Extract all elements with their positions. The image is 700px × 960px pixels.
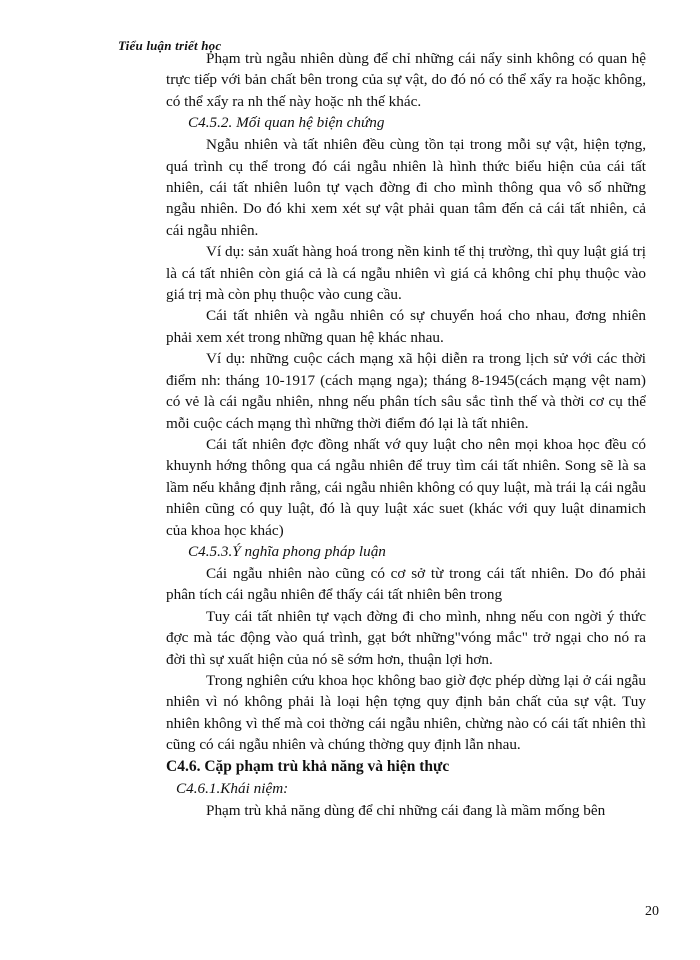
paragraph: Tuy cái tất nhiên tự vạch đờng đi cho mình, nhng nếu con ngời ý thức đợc mà tác động vào quá trình, gạt bớt những"vóng mắc" trở ngại cho nó ra đời thì sự xuất hiện của nó sẽ sớm hơn, thuận lợi hơn. — [166, 607, 646, 668]
running-header: Tiểu luận triết học — [118, 38, 222, 53]
paragraph: Phạm trù khả năng dùng để chỉ những cái đang là mầm mống bên — [206, 801, 606, 819]
paragraph: Trong nghiên cứu khoa học không bao giờ đợc phép dừng lại ở cái ngẫu nhiên vì nó không phải là loại hện tợng quy định bản chất của sự vật. Tuy nhiên không vì thế mà coi thờng cái ngẫu nhiên, chừng nào có cái tất nhiên thì cũng có cái ngẫu nhiên và chúng thờng quy định lẫn nhau. — [166, 671, 646, 754]
subheading: C4.5.2. Mối quan hệ biện chứng — [188, 114, 385, 132]
section-heading: C4.6. Cặp phạm trù khả năng và hiện thực — [166, 757, 450, 775]
paragraph: Cái tất nhiên đợc đồng nhất vớ quy luật cho nên mọi khoa học đều có khuynh hớng thông qua cá ngẫu nhiên để truy tìm cái tất nhiên. Song sẽ là sa lầm nếu khẳng định rằng, cái ngẫu nhiên không có quy luật, mà trái lạ cái ngẫu nhiên cũng có quy luật, đó là quy luật xác suet (khác với quy luật dinamich của khoa học khác) — [166, 435, 646, 539]
paragraph: Phạm trù ngẫu nhiên dùng để chỉ những cái nẩy sinh không có quan hệ trực tiếp với bản chất bên trong của sự vật, do đó nó có thể xẩy ra hoặc không, có thể xẩy ra nh thế này hoặc nh thế khác. — [166, 50, 646, 110]
paragraph: Ngẫu nhiên và tất nhiên đều cùng tồn tại trong mỗi sự vật, hiện tợng, quá trình cụ thể trong đó cái ngẫu nhiên là hình thức biểu hiện của cái tất nhiên, cái tất nhiên luôn tự vạch đờng đi cho mình thông qua vô số những ngẫu nhiên. Do đó khi xem xét sự vật phải quan tâm đến cả cái tất nhiên, cả cái ngẫu nhiên. — [166, 136, 646, 239]
paragraph: Cái tất nhiên và ngẫu nhiên có sự chuyển hoá cho nhau, đơng nhiên phải xem xét trong những quan hệ khác nhau. — [166, 307, 646, 346]
paragraph: Ví dụ: những cuộc cách mạng xã hội diễn ra trong lịch sử với các thời điểm nh: tháng 10-1917 (cách mạng nga); tháng 8-1945(cách mạng vệt nam) có vẻ là cái ngẫu nhiên, nhng nếu phân tích sâu sắc tình thế và thời cơ cụ thể mỗi cuộc cách mạng thì những thời điểm đó lại là tất nhiên. — [166, 350, 646, 432]
subheading: C4.6.1.Khái niệm: — [176, 779, 289, 797]
document-body — [166, 48, 646, 821]
page-number: 20 — [645, 904, 659, 919]
subheading: C4.5.3.Ý nghĩa phong pháp luận — [188, 542, 386, 560]
paragraph: Ví dụ: sản xuất hàng hoá trong nền kinh tế thị trường, thì quy luật giá trị là cá tất nhiên còn giá cả là cá ngẫu nhiên vì giá cả không chỉ phụ thuộc vào giá trị mà còn phụ thuộc vào cung cầu. — [166, 243, 646, 304]
paragraph: Cái ngẫu nhiên nào cũng có cơ sở từ trong cái tất nhiên. Do đó phải phân tích cái ngẫu nhiên để thấy cái tất nhiên bên trong — [166, 564, 646, 604]
